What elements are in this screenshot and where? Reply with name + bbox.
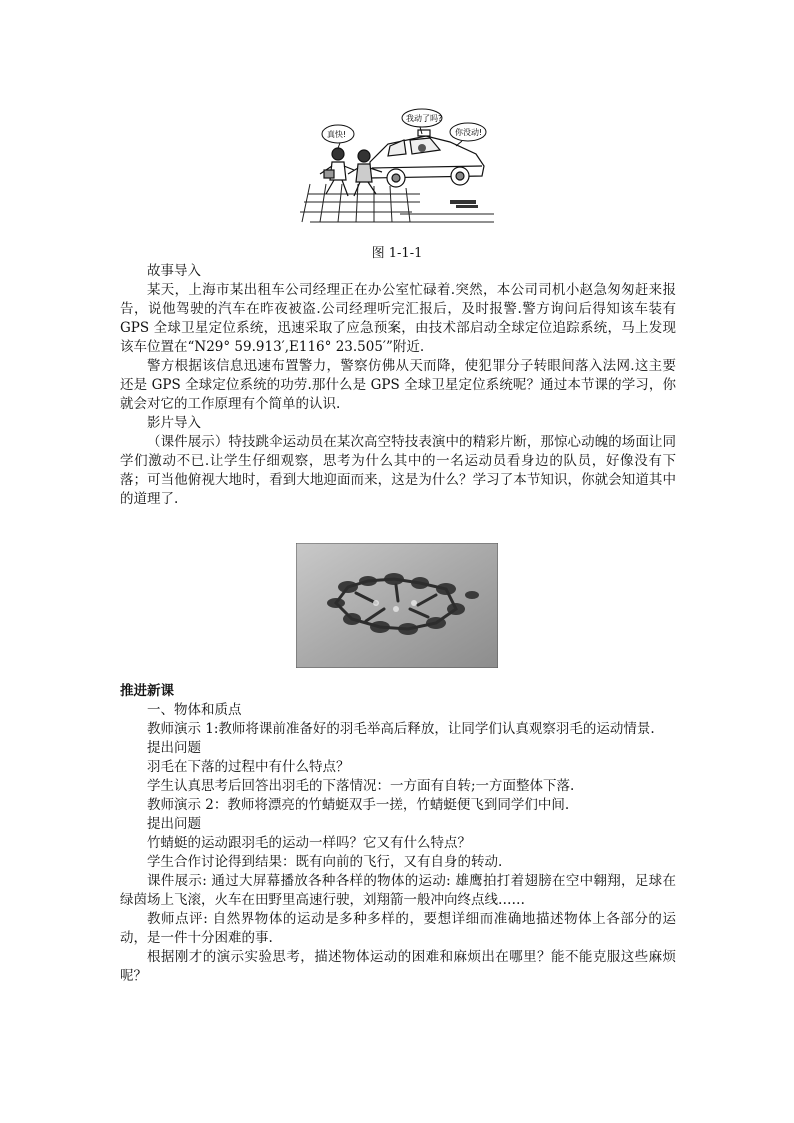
lesson-line: 学生合作讨论得到结果：既有向前的飞行，又有自身的转动. <box>147 854 503 870</box>
lesson-line: 教师点评: 自然界物体的运动是多种多样的，要想详细而准确地描述物体上各部分的运动，是一件十分困难的事. <box>120 911 676 946</box>
story-paragraph: 警方根据该信息迅速布置警力，警察仿佛从天而降，使犯罪分子转眼间落入法网.这主要还是 GPS 全球定位系统的功劳.那什么是 GPS 全球卫星定位系统呢？通过本节课的学习，你就会对它的工作原理有个简单的认识. <box>120 358 676 412</box>
lesson-line: 提出问题 <box>147 816 201 832</box>
lesson-line: 根据刚才的演示实验思考，描述物体运动的困难和麻烦出在哪里？能不能克服这些麻烦呢？ <box>120 949 676 984</box>
figure-skydivers-photo <box>296 543 498 668</box>
new-lesson-section <box>120 682 676 986</box>
section-title-story: 故事导入 <box>147 263 201 279</box>
subsection-heading: 一、物体和质点 <box>147 702 242 718</box>
bubble-middle-text: 我动了吗? <box>406 114 443 123</box>
skydivers-image <box>296 543 498 668</box>
film-paragraph: （课件展示）特技跳伞运动员在某次高空特技表演中的精彩片断，那惊心动魄的场面让同学们激动不已.让学生仔细观察，思考为什么其中的一名运动员看身边的队员，好像没有下落；可当他俯视大地时，看到大地迎面而来，这是为什么？学习了本节知识，你就会知道其中的道理了. <box>120 434 676 507</box>
lesson-line: 课件展示: 通过大屏幕播放各种各样的物体的运动: 雄鹰拍打着翅膀在空中翱翔，足球在绿茵场上飞滚，火车在田野里高速行驶，刘翔箭一般冲向终点线…… <box>120 873 676 908</box>
bubble-right-text: 你没动! <box>455 128 483 137</box>
lesson-line: 羽毛在下落的过程中有什么特点？ <box>147 759 350 775</box>
story-intro-section <box>120 262 676 509</box>
road-marks <box>450 200 478 208</box>
driver-figure <box>418 144 426 152</box>
lesson-line: 提出问题 <box>147 740 201 756</box>
bubble-left-text: 真快! <box>327 130 347 139</box>
story-paragraph: 某天，上海市某出租车公司经理正在办公室忙碌着.突然，本公司司机小赵急匆匆赶来报告，说他驾驶的汽车在昨夜被盗.公司经理听完汇报后，及时报警.警方询问后得知该车装有 GPS 全球卫星定位系统，迅速采取了应急预案，由技术部启动全球定位追踪系统，马上发现该车位置在“N29° 59.913′,E116° 23.505′”附近. <box>120 282 676 355</box>
lesson-line: 竹蜻蜓的运动跟羽毛的运动一样吗？它又有什么特点？ <box>147 835 471 851</box>
lesson-line: 学生认真思考后回答出羽毛的下落情况：一方面有自转;一方面整体下落. <box>147 778 575 794</box>
taxi-cartoon-drawing <box>300 96 496 228</box>
lesson-line: 教师演示 2：教师将漂亮的竹蜻蜓双手一搓，竹蜻蜓便飞到同学们中间. <box>147 797 570 813</box>
section-title-film: 影片导入 <box>147 415 201 431</box>
figure-caption: 图 1-1-1 <box>371 246 423 261</box>
figure-taxi-illustration <box>300 96 496 228</box>
lesson-line: 教师演示 1:教师将课前准备好的羽毛举高后释放，让同学们认真观察羽毛的运动情景. <box>147 721 655 737</box>
section-heading: 推进新课 <box>120 683 174 699</box>
